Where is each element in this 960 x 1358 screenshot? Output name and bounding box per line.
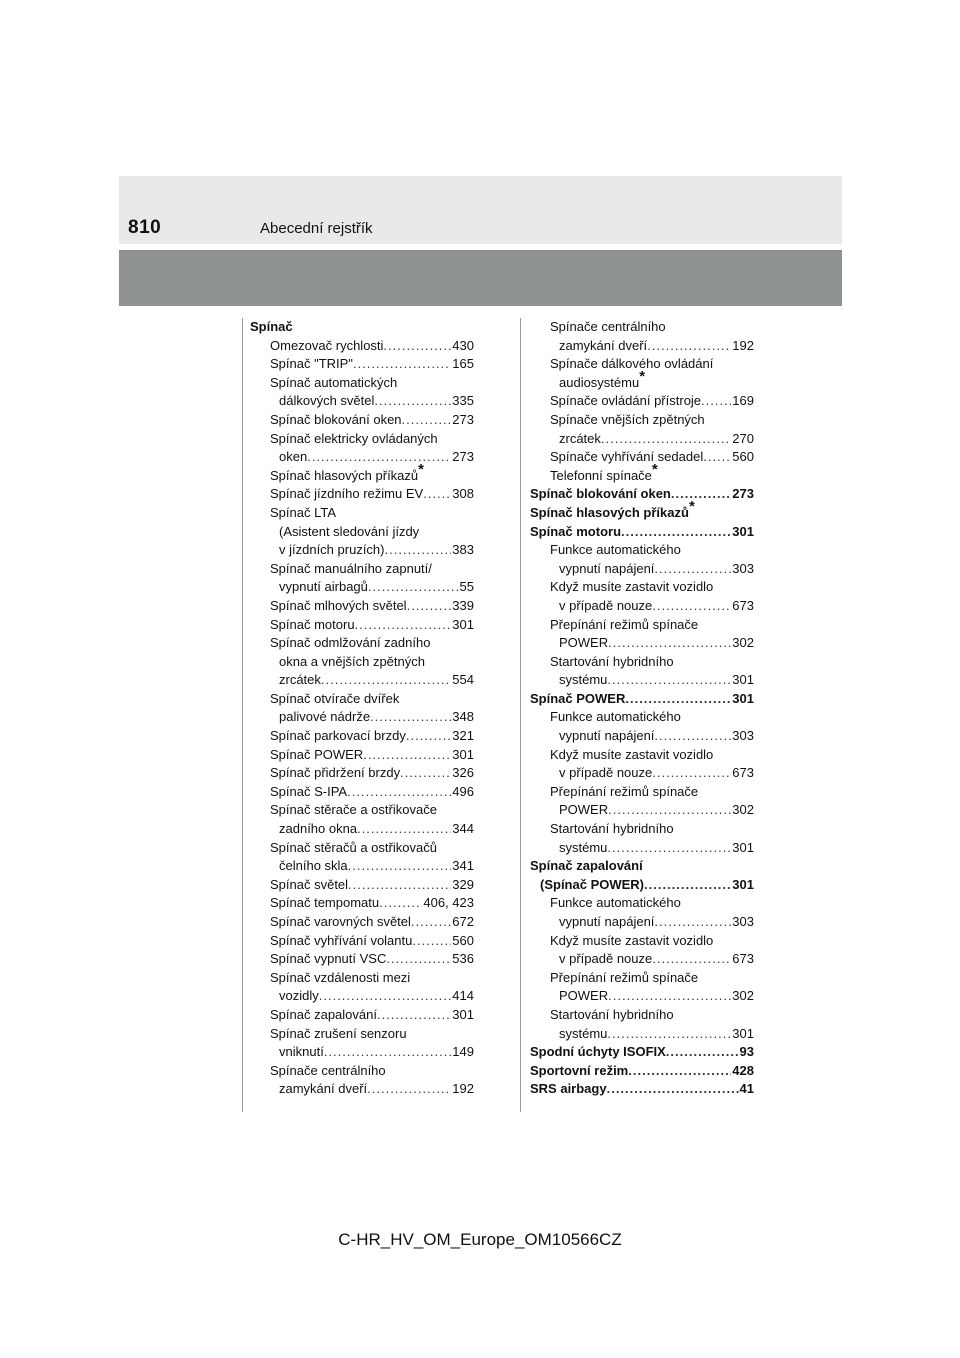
index-entry (530, 820, 754, 839)
index-entry (530, 337, 754, 356)
page-reference: 303 (732, 914, 754, 929)
page-reference: 303 (732, 560, 754, 576)
index-entry-text: v případě nouze (559, 765, 653, 781)
index-entry (530, 430, 754, 449)
index-entry-text: Spínač zapalování (530, 858, 643, 874)
index-entry-text: Spínače centrálního (270, 1062, 386, 1078)
index-entry-text: zrcátek (559, 430, 601, 446)
page-reference: 496 (452, 783, 474, 799)
dot-leader (608, 801, 731, 820)
dot-leader (348, 876, 451, 895)
index-entry-text: Spínač (250, 319, 293, 334)
index-entry (250, 541, 474, 560)
dot-leader (406, 727, 451, 746)
dot-leader (374, 392, 451, 411)
page-reference: 192 (732, 337, 754, 353)
index-entry-text: Spínač tempomatu (270, 895, 380, 911)
index-entry (250, 411, 474, 430)
index-entry-text: Spínač POWER (530, 690, 626, 706)
index-entry (250, 485, 474, 504)
dot-leader (607, 671, 731, 690)
index-entry-text: vypnutí napájení (559, 560, 655, 576)
page-reference: 301 (732, 876, 754, 892)
page-reference: 301 (732, 690, 754, 706)
index-entry-text: SRS airbagy (530, 1081, 607, 1097)
index-entry-text: Funkce automatického (550, 709, 681, 725)
index-entry (530, 857, 754, 876)
index-entry (250, 690, 474, 709)
index-entry-text: vypnutí napájení (559, 728, 655, 744)
index-entry (530, 634, 754, 653)
page-reference: 329 (452, 876, 474, 892)
index-entry (250, 764, 474, 783)
index-entry (530, 876, 754, 895)
page-reference: 344 (452, 821, 474, 837)
index-entry (250, 460, 474, 486)
page-reference: 273 (732, 486, 754, 502)
index-entry (530, 1006, 754, 1025)
page-reference: 93 (739, 1044, 754, 1060)
dot-leader (647, 337, 731, 356)
index-entry-text: Spínač S-IPA (270, 783, 348, 799)
dot-leader (307, 448, 451, 467)
index-entry-text: okna a vnějších zpětných (279, 653, 425, 669)
dot-leader (625, 690, 731, 709)
page-reference: 301 (452, 1006, 474, 1022)
index-entry-text: audiosystému (559, 374, 640, 390)
dot-leader (363, 746, 451, 765)
index-entry-text: Spínače ovládání přístroje (550, 393, 702, 409)
index-entry-text: zamykání dveří (559, 337, 648, 353)
page-reference: 321 (452, 728, 474, 744)
dot-leader (601, 430, 731, 449)
footnote-asterisk: * (418, 460, 424, 478)
index-entry-text: Spínač vyhřívání volantu (270, 932, 413, 948)
page-reference: 673 (732, 765, 754, 781)
index-entry (250, 355, 474, 374)
page-reference: 303 (732, 728, 754, 744)
index-entry-text: Startování hybridního (550, 821, 674, 837)
index-entry-text: Spínač manuálního zapnutí/ (270, 560, 432, 576)
page-reference: 302 (732, 635, 754, 651)
index-entry (530, 616, 754, 635)
page-reference: 383 (452, 542, 474, 558)
index-entry (250, 374, 474, 393)
dot-leader (671, 485, 731, 504)
index-entry (250, 932, 474, 951)
dot-leader (703, 448, 731, 467)
index-entry (250, 1025, 474, 1044)
page-reference: 270 (732, 430, 754, 446)
index-entry (530, 950, 754, 969)
page-reference: 560 (732, 449, 754, 465)
dot-leader (423, 485, 451, 504)
index-entry-text: Startování hybridního (550, 653, 674, 669)
index-entry (250, 616, 474, 635)
page-reference: 348 (452, 709, 474, 725)
index-entry (250, 597, 474, 616)
index-entry-text: zadního okna (279, 821, 358, 837)
index-entry (530, 578, 754, 597)
dot-leader (654, 913, 731, 932)
header-gray-bar (119, 250, 842, 306)
index-entry (250, 578, 474, 597)
index-entry-text: Startování hybridního (550, 1006, 674, 1022)
index-entry (530, 783, 754, 802)
index-entry (250, 1006, 474, 1025)
index-entry (250, 523, 474, 542)
index-entry-text: systému (559, 672, 608, 688)
index-entry (530, 932, 754, 951)
dot-leader (348, 857, 452, 876)
index-entry-text: POWER (559, 802, 609, 818)
dot-leader (607, 1025, 731, 1044)
index-entry (530, 671, 754, 690)
index-entry-text: v případě nouze (559, 951, 653, 967)
index-entry-text: vniknutí (279, 1044, 324, 1060)
index-entry-text: v případě nouze (559, 597, 653, 613)
index-entry (250, 708, 474, 727)
section-title: Abecední rejstřík (260, 220, 373, 237)
index-entry (250, 1080, 474, 1099)
dot-leader (370, 708, 451, 727)
index-entry (250, 671, 474, 690)
page-reference: 301 (732, 672, 754, 688)
page-reference: 673 (732, 951, 754, 967)
index-entry-text: POWER (559, 635, 609, 651)
index-entry (250, 727, 474, 746)
dot-leader (652, 597, 731, 616)
index-entry-text: Spínač motoru (270, 616, 355, 632)
page-reference: 430 (452, 337, 474, 353)
document-code: C-HR_HV_OM_Europe_OM10566CZ (338, 1230, 622, 1249)
index-entry (530, 690, 754, 709)
index-entry-text: Spínač odmlžování zadního (270, 635, 431, 651)
index-entry (530, 497, 754, 523)
index-entry-text: Přepínání režimů spínače (550, 969, 699, 985)
index-entry (530, 969, 754, 988)
dot-leader (654, 727, 731, 746)
index-entry (530, 727, 754, 746)
index-entry (250, 801, 474, 820)
index-entry (250, 839, 474, 858)
index-entry (530, 485, 754, 504)
dot-leader (621, 523, 731, 542)
index-entry-text: (Asistent sledování jízdy (279, 523, 420, 539)
index-entry-text: systému (559, 839, 608, 855)
page-reference: 301 (732, 523, 754, 539)
index-entry (530, 448, 754, 467)
dot-leader (652, 764, 731, 783)
header-band (119, 176, 842, 244)
page-reference: 301 (732, 839, 754, 855)
index-entry-text: Spínač zapalování (270, 1006, 377, 1022)
index-entry (250, 987, 474, 1006)
index-entry-text: zrcátek (279, 672, 321, 688)
page-reference: 41 (739, 1081, 754, 1097)
index-entry (250, 1062, 474, 1081)
index-column-right (530, 318, 754, 1099)
index-entry-text: Spínač elektricky ovládaných (270, 430, 438, 446)
page-reference: 301 (732, 1025, 754, 1041)
index-entry-text: Sportovní režim (530, 1062, 629, 1078)
index-entry-text: Spínač jízdního režimu EV (270, 486, 424, 502)
index-entry-text: Funkce automatického (550, 542, 681, 558)
index-entry (530, 987, 754, 1006)
index-entry (530, 1062, 754, 1081)
page-reference: 302 (732, 802, 754, 818)
page-reference: 55 (459, 579, 474, 595)
index-entry-text: Funkce automatického (550, 895, 681, 911)
dot-leader (608, 634, 731, 653)
dot-leader (355, 616, 452, 635)
dot-leader (377, 1006, 451, 1025)
dot-leader (321, 671, 451, 690)
index-entry-text: Spínač stěračů a ostřikovačů (270, 839, 437, 855)
index-entry-text: Když musíte zastavit vozidlo (550, 579, 714, 595)
index-entry (250, 430, 474, 449)
index-entry (530, 367, 754, 393)
index-entry-text: Spínač vypnutí VSC (270, 951, 387, 967)
page-reference: 554 (452, 672, 474, 688)
page-reference: 149 (452, 1044, 474, 1060)
index-entry-text: Spínač blokování oken (270, 411, 402, 427)
index-entry-text: Spínač varovných světel (270, 914, 411, 929)
column-rule-middle (520, 318, 521, 1112)
index-entry (250, 448, 474, 467)
index-entry-text: Spínače centrálního (550, 319, 666, 334)
index-entry-text: palivové nádrže (279, 709, 371, 725)
dot-leader (324, 1043, 451, 1062)
index-entry (250, 653, 474, 672)
index-entry-text: Spínač mlhových světel (270, 597, 407, 613)
index-entry (530, 746, 754, 765)
index-entry (530, 1025, 754, 1044)
index-entry-text: v jízdních pruzích) (279, 542, 385, 558)
index-entry-text: vypnutí napájení (559, 914, 655, 929)
index-entry (250, 876, 474, 895)
footnote-asterisk: * (688, 497, 695, 515)
index-entry (250, 634, 474, 653)
page-reference: 301 (452, 746, 474, 762)
index-entry (530, 460, 754, 486)
index-entry-text: Telefonní spínače (550, 467, 652, 483)
index-entry-text: Spínač vzdálenosti mezi (270, 969, 411, 985)
page-reference: 339 (452, 597, 474, 613)
index-entry-text: vypnutí airbagů (279, 579, 368, 595)
index-entry-text: zamykání dveří (279, 1081, 368, 1097)
index-entry-text: vozidly (279, 988, 319, 1004)
dot-leader (654, 560, 731, 579)
dot-leader (412, 932, 451, 951)
column-rule-left (242, 318, 243, 1112)
index-entry (250, 318, 474, 337)
index-entry (530, 894, 754, 913)
dot-leader (347, 783, 451, 802)
index-entry (250, 894, 474, 913)
index-entry-text: Spínač "TRIP" (270, 356, 353, 372)
index-entry-text: Spínače dálkového ovládání (550, 356, 714, 372)
index-entry (530, 913, 754, 932)
index-entry (530, 801, 754, 820)
index-entry-text: Spínač motoru (530, 523, 622, 539)
page-reference: 308 (452, 486, 474, 502)
index-entry-text: Přepínání režimů spínače (550, 616, 699, 632)
page-reference: 301 (452, 616, 474, 632)
index-entry (250, 969, 474, 988)
index-entry (530, 523, 754, 542)
index-entry-text: Spínač hlasových příkazů (270, 467, 419, 483)
index-entry (530, 839, 754, 858)
index-entry (530, 392, 754, 411)
page-reference: 428 (732, 1062, 754, 1078)
dot-leader (368, 578, 459, 597)
dot-leader (607, 839, 731, 858)
footnote-asterisk: * (651, 460, 658, 478)
dot-leader (319, 987, 452, 1006)
index-entry (530, 597, 754, 616)
index-entry (250, 746, 474, 765)
index-entry-text: Spínač hlasových příkazů (530, 504, 689, 520)
page-reference: 560 (452, 932, 474, 948)
index-entry-text: oken (279, 449, 308, 465)
dot-leader (666, 1043, 739, 1062)
page-reference: 273 (452, 411, 474, 427)
index-entry (250, 504, 474, 523)
index-entry-text: Spínač LTA (270, 504, 336, 520)
dot-leader (367, 1080, 451, 1099)
page-reference: 165 (452, 356, 474, 372)
page-reference: 406, 423 (423, 895, 474, 911)
index-entry-text: Spínač blokování oken (530, 486, 671, 502)
dot-leader (353, 355, 451, 374)
index-entry (530, 318, 754, 337)
index-entry-text: (Spínač POWER) (540, 876, 645, 892)
dot-leader (411, 913, 451, 932)
dot-leader (400, 764, 451, 783)
dot-leader (379, 894, 422, 913)
dot-leader (402, 411, 452, 430)
page-reference: 672 (452, 914, 474, 929)
index-entry-text: Spínač parkovací brzdy (270, 728, 406, 744)
index-entry-text: čelního skla (279, 858, 348, 874)
page-reference: 414 (452, 988, 474, 1004)
index-entry (530, 1080, 754, 1099)
index-entry (250, 857, 474, 876)
index-entry (250, 560, 474, 579)
footnote-asterisk: * (639, 367, 646, 385)
dot-leader (652, 950, 731, 969)
index-entry-text: Omezovač rychlosti (270, 337, 384, 353)
dot-leader (701, 392, 731, 411)
page-reference: 536 (452, 951, 474, 967)
index-entry-text: Spínač POWER (270, 746, 364, 762)
index-entry (530, 764, 754, 783)
page-reference: 302 (732, 988, 754, 1004)
index-entry-text: Spínač stěrače a ostřikovače (270, 802, 437, 818)
dot-leader (383, 337, 451, 356)
dot-leader (608, 987, 731, 1006)
page-reference: 335 (452, 393, 474, 409)
dot-leader (385, 541, 452, 560)
dot-leader (628, 1062, 731, 1081)
index-entry (530, 1043, 754, 1062)
page-reference: 169 (732, 393, 754, 409)
index-entry-text: Spínač přidržení brzdy (270, 765, 401, 781)
page-reference: 192 (452, 1081, 474, 1097)
index-entry (250, 392, 474, 411)
index-entry (250, 783, 474, 802)
index-entry-text: Když musíte zastavit vozidlo (550, 746, 714, 762)
index-entry-text: Spínače vnějších zpětných (550, 411, 705, 427)
index-entry-text: Spínače vyhřívání sedadel (550, 449, 704, 465)
index-entry (250, 913, 474, 932)
page-reference: 326 (452, 765, 474, 781)
index-entry (250, 820, 474, 839)
index-column-left (250, 318, 474, 1099)
index-entry-text: systému (559, 1025, 608, 1041)
page-number: 810 (128, 217, 162, 238)
index-entry (530, 560, 754, 579)
index-entry (530, 708, 754, 727)
index-entry (530, 653, 754, 672)
dot-leader (644, 876, 731, 895)
dot-leader (386, 950, 451, 969)
page-reference: 341 (452, 858, 474, 874)
index-entry (530, 541, 754, 560)
page-reference: 673 (732, 597, 754, 613)
index-entry (250, 337, 474, 356)
index-entry-text: Spínač otvírače dvířek (270, 690, 400, 706)
index-entry-text: Když musíte zastavit vozidlo (550, 932, 714, 948)
index-entry (250, 950, 474, 969)
dot-leader (407, 597, 452, 616)
index-entry-text: Přepínání režimů spínače (550, 783, 699, 799)
index-entry-text: Spodní úchyty ISOFIX (530, 1044, 666, 1060)
index-entry (250, 1043, 474, 1062)
index-entry-text: Spínač světel (270, 876, 349, 892)
dot-leader (357, 820, 451, 839)
index-entry (530, 411, 754, 430)
index-entry-text: Spínač zrušení senzoru (270, 1025, 407, 1041)
index-entry-text: Spínač automatických (270, 374, 398, 390)
index-entry-text: POWER (559, 988, 609, 1004)
dot-leader (607, 1080, 739, 1099)
index-entry-text: dálkových světel (279, 393, 375, 409)
page-reference: 273 (452, 449, 474, 465)
